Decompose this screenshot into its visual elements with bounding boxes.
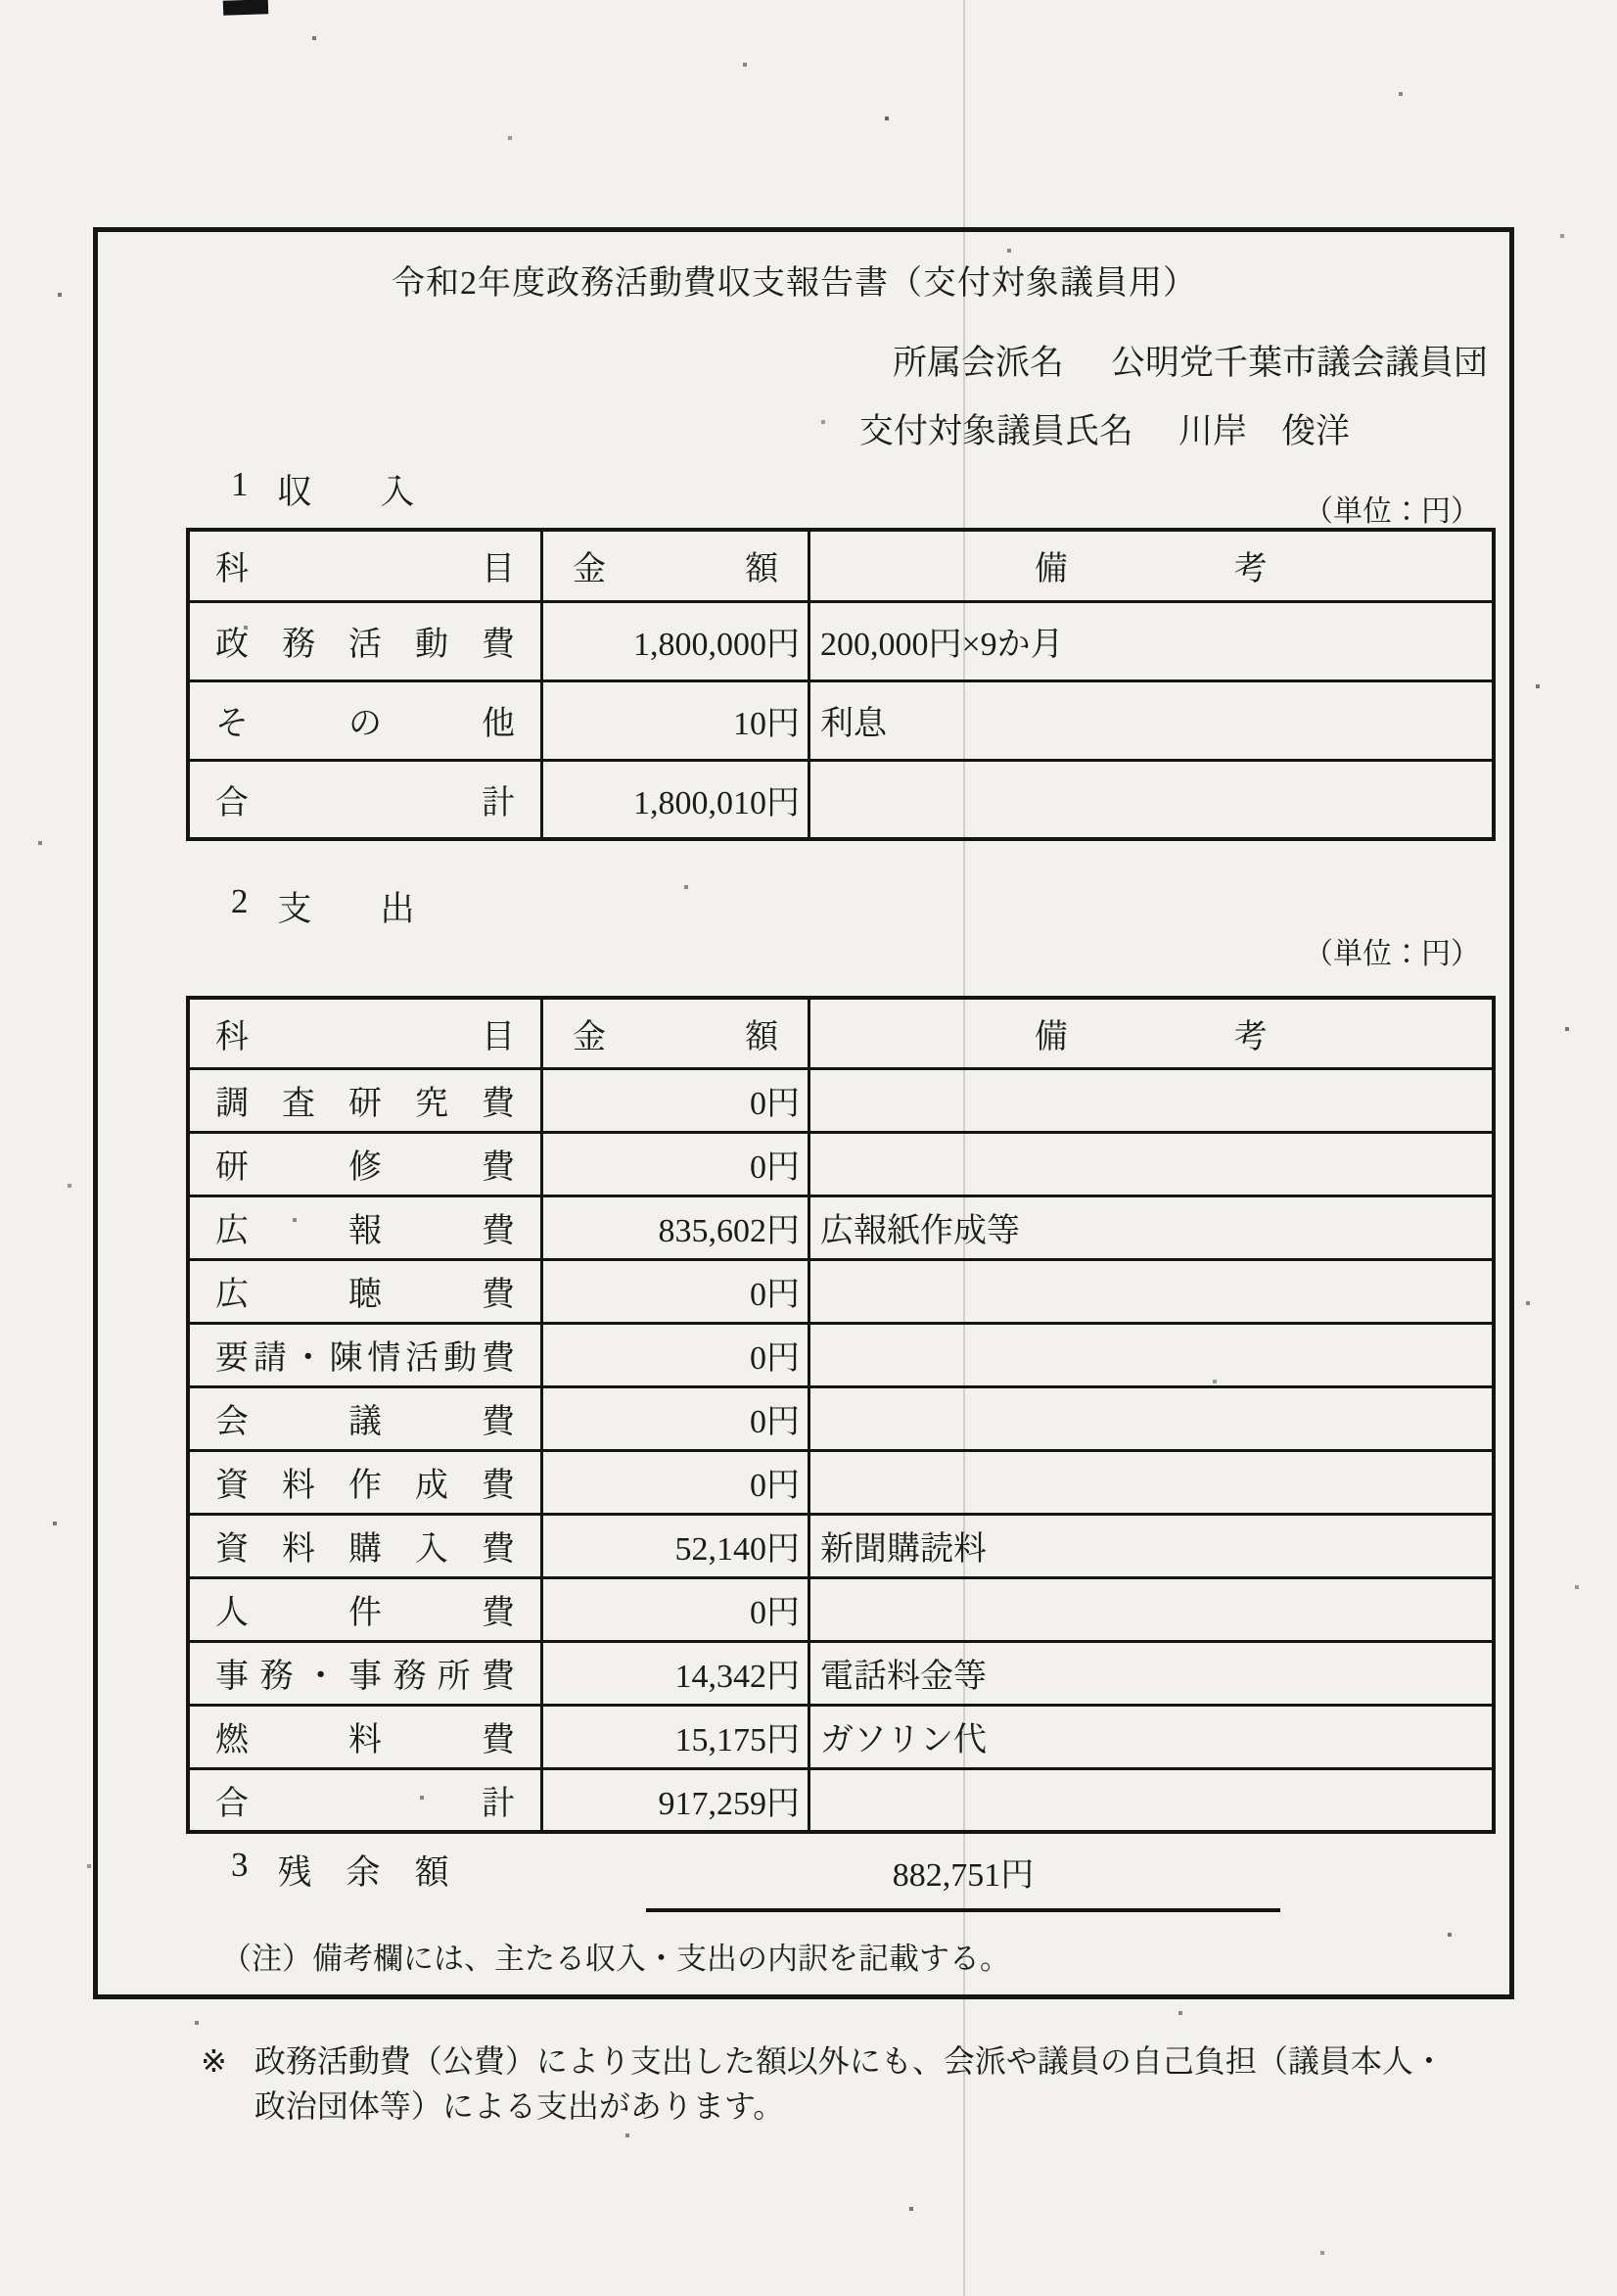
table-row [188, 1195, 1494, 1259]
row-remarks-cell [809, 1259, 1494, 1323]
row-amount-cell: 917,259円 [542, 1768, 809, 1832]
income-header-amount: 金 額 [542, 530, 809, 601]
row-remarks-cell: 利息 [809, 680, 1494, 760]
balance-title: 残 余 額 [277, 1853, 449, 1892]
row-amount-cell: 0円 [542, 1132, 809, 1195]
table-row [188, 760, 1494, 839]
income-header-remarks: 備 考 [809, 530, 1494, 601]
row-remarks-cell [809, 1323, 1494, 1386]
affiliation-line [893, 336, 1488, 385]
row-amount-cell: 0円 [542, 1068, 809, 1132]
table-row [188, 1259, 1494, 1323]
row-amount-cell: 15,175円 [542, 1705, 809, 1768]
row-item-cell: 要請・陳情活動費 [188, 1323, 542, 1386]
row-amount-cell: 0円 [542, 1259, 809, 1323]
row-item-cell: 調 査 研 究 費 [188, 1068, 542, 1132]
table-row [188, 1641, 1494, 1705]
table-row [188, 1705, 1494, 1768]
row-remarks-cell: ガソリン代 [809, 1705, 1494, 1768]
self-funding-footnote [201, 2038, 1445, 2129]
row-amount-cell: 1,800,000円 [542, 601, 809, 680]
row-remarks-cell: 新聞購読料 [809, 1514, 1494, 1577]
income-section-heading [231, 465, 415, 514]
row-item-cell: 資 料 作 成 費 [188, 1450, 542, 1514]
row-item-cell: 広 聴 費 [188, 1259, 542, 1323]
balance-underline [646, 1908, 1280, 1912]
expenditure-header-item: 科 目 [188, 998, 542, 1068]
table-row [188, 1577, 1494, 1641]
row-remarks-cell [809, 1768, 1494, 1832]
table-row [188, 1323, 1494, 1386]
expenditure-header-row [188, 998, 1494, 1068]
expenditure-section-title: 支 出 [277, 890, 415, 928]
balance-amount: 882,751円 [892, 1857, 1035, 1894]
member-value: 川岸 俊洋 [1178, 412, 1351, 450]
row-item-cell: 政 務 活 動 費 [188, 601, 542, 680]
expenditure-section-number: 2 [231, 882, 249, 920]
row-item-cell: 事務・事務所費 [188, 1641, 542, 1705]
table-row [188, 1132, 1494, 1195]
row-amount-cell: 1,800,010円 [542, 760, 809, 839]
balance-number: 3 [231, 1846, 249, 1884]
footnote-line: 政治団体等）による支出があります。 [254, 2088, 785, 2124]
row-remarks-cell: 200,000円×9か月 [809, 601, 1494, 680]
row-amount-cell: 52,140円 [542, 1514, 809, 1577]
row-remarks-cell [809, 1386, 1494, 1450]
row-item-cell: 広 報 費 [188, 1195, 542, 1259]
table-row [188, 1450, 1494, 1514]
row-remarks-cell [809, 1577, 1494, 1641]
table-row [188, 1386, 1494, 1450]
income-section-title: 収 入 [277, 473, 415, 511]
row-item-cell: 燃 料 費 [188, 1705, 542, 1768]
row-amount-cell: 0円 [542, 1450, 809, 1514]
table-row [188, 1068, 1494, 1132]
footnote-marker: ※ [201, 2043, 227, 2079]
table-row [188, 1768, 1494, 1832]
balance-heading [231, 1846, 449, 1895]
expenditure-header-amount: 金 額 [542, 998, 809, 1068]
expenditure-table [186, 996, 1496, 1834]
row-remarks-cell [809, 1068, 1494, 1132]
row-amount-cell: 835,602円 [542, 1195, 809, 1259]
row-amount-cell: 0円 [542, 1386, 809, 1450]
row-item-cell: 会 議 費 [188, 1386, 542, 1450]
row-item-cell: 人 件 費 [188, 1577, 542, 1641]
expenditure-unit-note: （単位：円） [1304, 938, 1480, 970]
row-item-cell: 資 料 購 入 費 [188, 1514, 542, 1577]
expenditure-section-heading [231, 882, 415, 931]
row-remarks-cell: 広報紙作成等 [809, 1195, 1494, 1259]
row-amount-cell: 14,342円 [542, 1641, 809, 1705]
report-title: 令和2年度政務活動費収支報告書（交付対象議員用） [392, 265, 1197, 302]
row-remarks-cell [809, 1450, 1494, 1514]
income-section-number: 1 [231, 465, 249, 503]
expenditure-header-remarks: 備 考 [809, 998, 1494, 1068]
row-amount-cell: 10円 [542, 680, 809, 760]
affiliation-label: 所属会派名 [893, 344, 1065, 382]
scan-ink-mark [223, 0, 268, 16]
footnote-line: 政務活動費（公費）により支出した額以外にも、会派や議員の自己負担（議員本人・ [254, 2043, 1445, 2079]
income-header-row [188, 530, 1494, 601]
row-item-cell: そ の 他 [188, 680, 542, 760]
row-item-cell: 合 計 [188, 1768, 542, 1832]
table-row [188, 1514, 1494, 1577]
row-amount-cell: 0円 [542, 1577, 809, 1641]
member-label: 交付対象議員氏名 [859, 412, 1134, 450]
scan-noise [0, 0, 2, 2]
row-remarks-cell: 電話料金等 [809, 1641, 1494, 1705]
income-unit-note: （単位：円） [1304, 495, 1480, 528]
income-header-item: 科 目 [188, 530, 542, 601]
row-item-cell: 研 修 費 [188, 1132, 542, 1195]
row-remarks-cell [809, 760, 1494, 839]
remarks-usage-note: （注）備考欄には、主たる収入・支出の内訳を記載する。 [221, 1942, 1010, 1976]
table-row [188, 601, 1494, 680]
income-table [186, 528, 1496, 841]
member-line [859, 404, 1350, 453]
table-row [188, 680, 1494, 760]
row-amount-cell: 0円 [542, 1323, 809, 1386]
report-frame [93, 227, 1514, 1999]
row-item-cell: 合 計 [188, 760, 542, 839]
affiliation-value: 公明党千葉市議会議員団 [1111, 344, 1489, 382]
row-remarks-cell [809, 1132, 1494, 1195]
